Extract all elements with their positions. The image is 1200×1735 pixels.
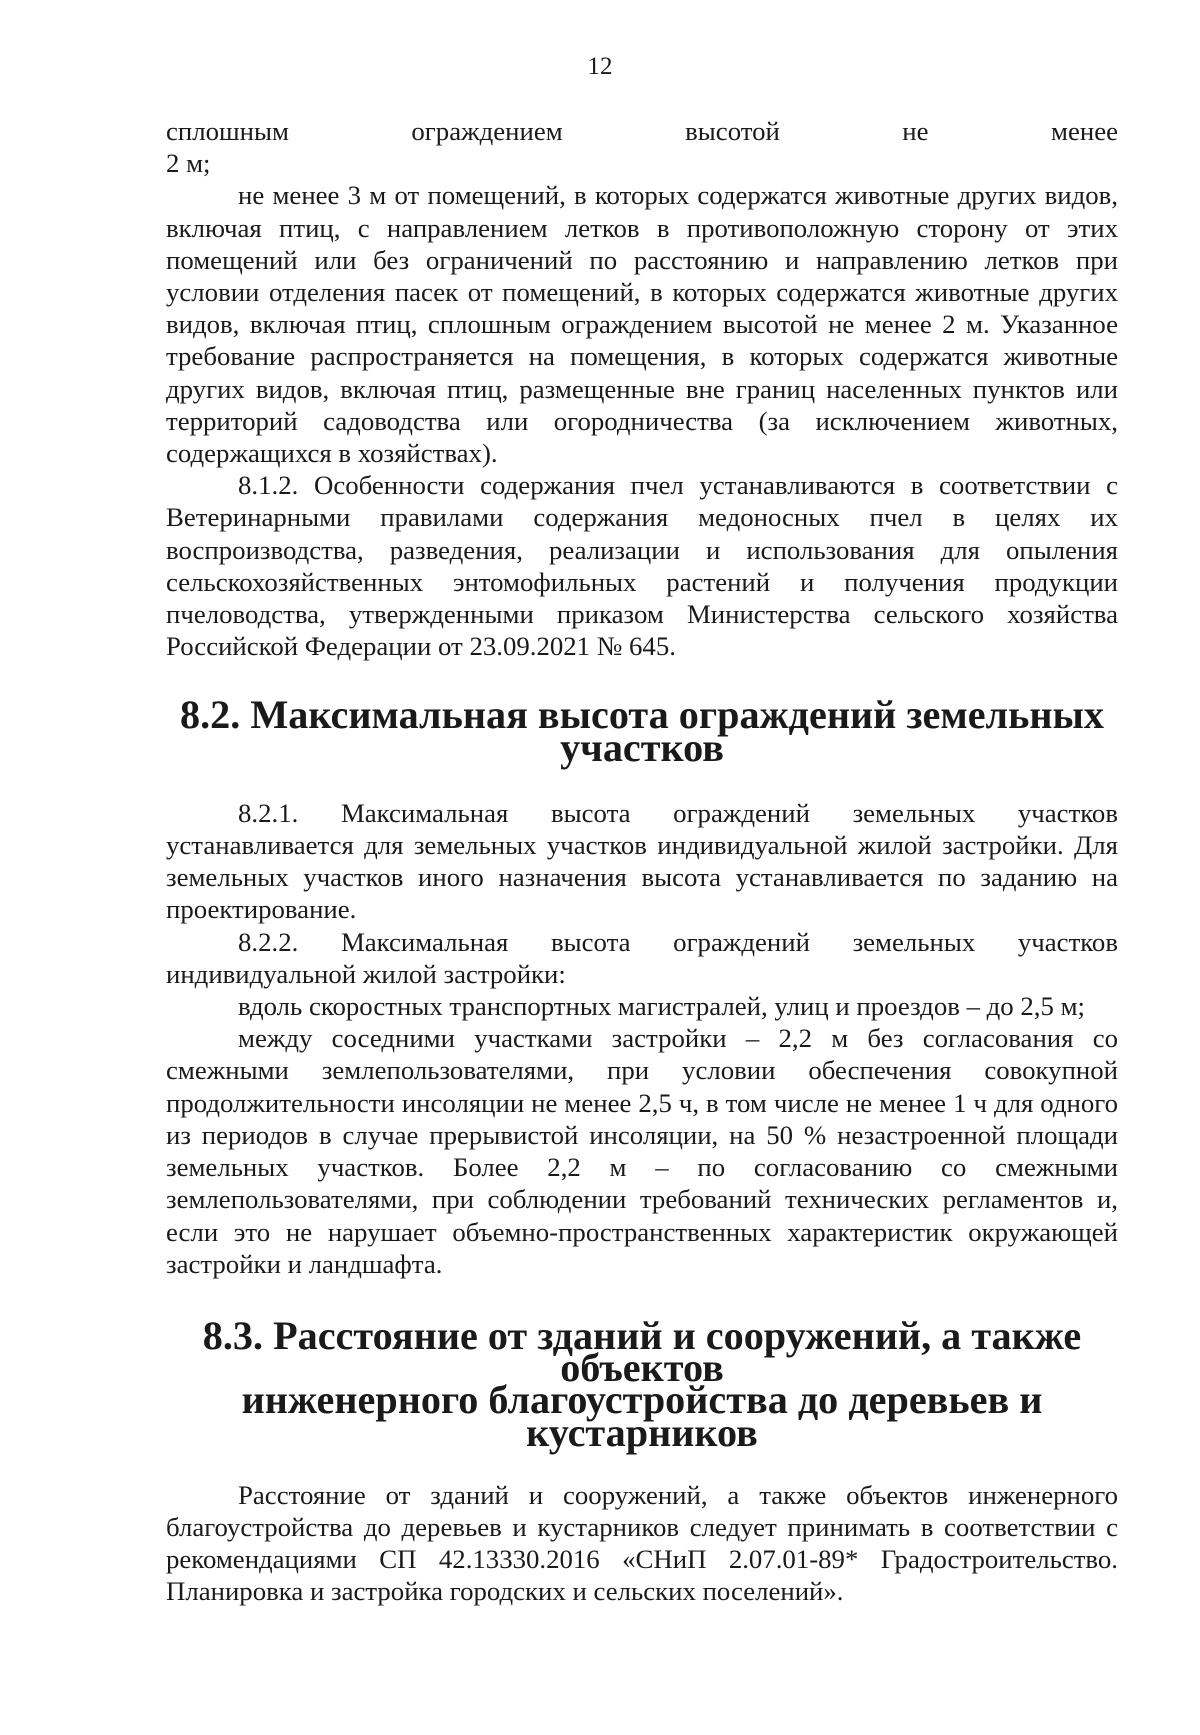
paragraph-apiary-distance: не менее 3 м от помещений, в которых содержатся животные других видов, включая птиц, с направлением летков в противоположную сторону от этих помещений или без ограничений по расстоянию и направлению летков при условии отделения пасек от помещений, в которых содержатся животные других видов, включая птиц, сплошным ограждением высотой не менее 2 м. Указанное требование распространяется на помещения, в которых содержатся животные других видов, включая птиц, размещенные вне границ населенных пунктов или территорий садоводства или огородничества (за исключением животных, содержащихся в хозяйствах). <box>166 180 1118 469</box>
paragraph-continuation-end: 2 м; <box>166 148 211 179</box>
paragraph-along-highways: вдоль скоростных транспортных магистралей, улиц и проездов – до 2,5 м; <box>238 991 1085 1022</box>
section-heading-8-3 <box>166 1312 1118 1455</box>
section-heading-8-2: 8.2. Максимальная высота ограждений земельных участков <box>180 692 1104 770</box>
section-heading-8-3-line1: 8.3. Расстояние от зданий и сооружений, а также объектов <box>202 1312 1082 1391</box>
paragraph-8-3: Расстояние от зданий и сооружений, а также объектов инженерного благоустройства до деревьев и кустарников следует принимать в соответствии с рекомендациями СП 42.13330.2016 «СНиП 2.07.01-89* Градостроительство. Планировка и застройка городских и сельских поселений». <box>166 1479 1118 1607</box>
paragraph-8-1-2: 8.1.2. Особенности содержания пчел устанавливаются в соответствии с Ветеринарными правилами содержания медоносных пчел в целях их воспроизводства, разведения, реализации и использования для опыления сельскохозяйственных энтомофильных растений и получения продукции пчеловодства, утвержденными приказом Министерства сельского хозяйства Российской Федерации от 23.09.2021 № 645. <box>166 470 1118 662</box>
paragraph-8-2-2: 8.2.2. Максимальная высота ограждений земельных участков индивидуальной жилой застройки: <box>166 926 1118 989</box>
document-body <box>166 115 1118 1608</box>
section-heading-8-3-line2: инженерного благоустройства до деревьев и кустарников <box>241 1377 1043 1455</box>
page-number: 12 <box>587 53 613 80</box>
paragraph-between-plots: между соседними участками застройки – 2,2 м без согласования со смежными землепользователями, при условии обеспечения совокупной продолжительности инсоляции не менее 2,5 ч, в том числе не менее 1 ч для одного из периодов в случае прерывистой инсоляции, на 50 % незастроенной площади земельных участков. Более 2,2 м – по согласованию со смежными землепользователями, при соблюдении требований технических регламентов и, если это не нарушает объемно-пространственных характеристик окружающей застройки и ландшафта. <box>166 1023 1118 1279</box>
paragraph-continuation-line: сплошным ограждением высотой не менее <box>166 116 1118 146</box>
paragraph-8-2-1: 8.2.1. Максимальная высота ограждений земельных участков устанавливается для земельных участков индивидуальной жилой застройки. Для земельных участков иного назначения высота устанавливается по заданию на проектирование. <box>166 797 1118 925</box>
